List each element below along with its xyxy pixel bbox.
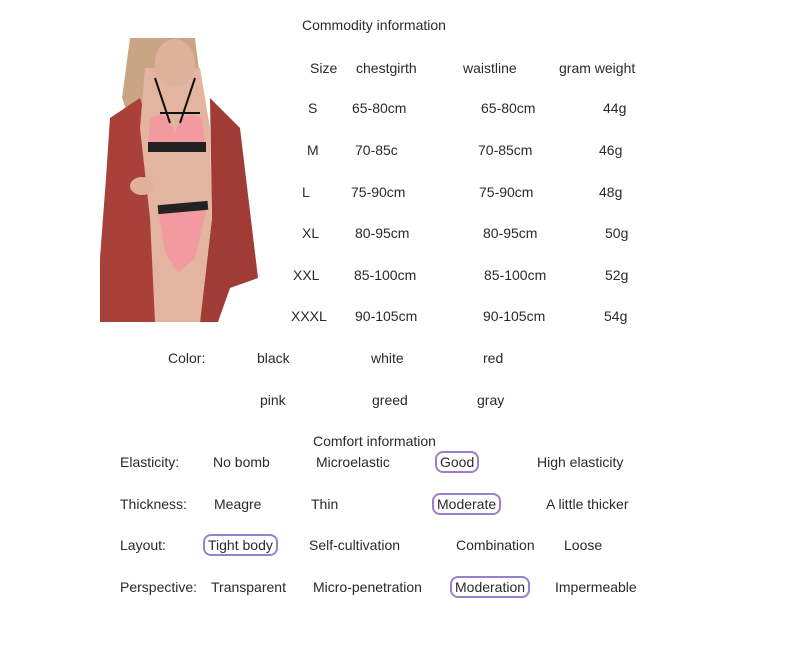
comfort-option: Meagre (214, 496, 262, 512)
header-chestgirth: chestgirth (356, 60, 417, 76)
color-option: black (257, 350, 290, 366)
elasticity-label: Elasticity: (120, 454, 180, 470)
comfort-option: No bomb (213, 454, 270, 470)
color-label: Color: (168, 350, 206, 366)
header-size: Size (310, 60, 338, 76)
color-option: gray (477, 392, 505, 408)
waist-cell: 65-80cm (481, 100, 536, 116)
comfort-title: Comfort information (313, 433, 436, 449)
comfort-option: A little thicker (546, 496, 629, 512)
layout-label: Layout: (120, 537, 166, 553)
comfort-option: Microelastic (316, 454, 390, 470)
chest-cell: 70-85c (355, 142, 398, 158)
weight-cell: 50g (605, 225, 629, 241)
comfort-option: Loose (564, 537, 603, 553)
chest-cell: 85-100cm (354, 267, 417, 283)
weight-cell: 54g (604, 308, 628, 324)
color-option: pink (260, 392, 286, 408)
color-option: red (483, 350, 504, 366)
comfort-option: Thin (311, 496, 339, 512)
commodity-title: Commodity information (302, 17, 446, 33)
size-cell: XXXL (291, 308, 327, 324)
header-waistline: waistline (463, 60, 517, 76)
weight-cell: 46g (599, 142, 623, 158)
comfort-option: High elasticity (537, 454, 624, 470)
weight-cell: 52g (605, 267, 629, 283)
comfort-option: Transparent (211, 579, 286, 595)
product-photo (100, 38, 260, 322)
waist-cell: 90-105cm (483, 308, 546, 324)
weight-cell: 48g (599, 184, 623, 200)
chest-cell: 65-80cm (352, 100, 407, 116)
waist-cell: 85-100cm (484, 267, 547, 283)
chest-cell: 90-105cm (355, 308, 418, 324)
perspective-label: Perspective: (120, 579, 198, 595)
comfort-option: Self-cultivation (309, 537, 401, 553)
comfort-option-selected: Good (435, 451, 479, 473)
size-cell: L (302, 184, 310, 200)
size-cell: XL (302, 225, 320, 241)
waist-cell: 75-90cm (479, 184, 534, 200)
header-gram-weight: gram weight (559, 60, 636, 76)
comfort-option: Micro-penetration (313, 579, 422, 595)
comfort-option: Impermeable (555, 579, 637, 595)
size-cell: S (308, 100, 318, 116)
comfort-option-selected: Tight body (203, 534, 278, 556)
color-option: white (371, 350, 404, 366)
comfort-option-selected: Moderation (450, 576, 530, 598)
thickness-label: Thickness: (120, 496, 187, 512)
product-photo-icon (100, 38, 260, 322)
waist-cell: 70-85cm (478, 142, 533, 158)
color-option: greed (372, 392, 408, 408)
size-cell: XXL (293, 267, 320, 283)
size-cell: M (307, 142, 319, 158)
weight-cell: 44g (603, 100, 627, 116)
chest-cell: 80-95cm (355, 225, 410, 241)
waist-cell: 80-95cm (483, 225, 538, 241)
comfort-option: Combination (456, 537, 535, 553)
chest-cell: 75-90cm (351, 184, 406, 200)
comfort-option-selected: Moderate (432, 493, 501, 515)
